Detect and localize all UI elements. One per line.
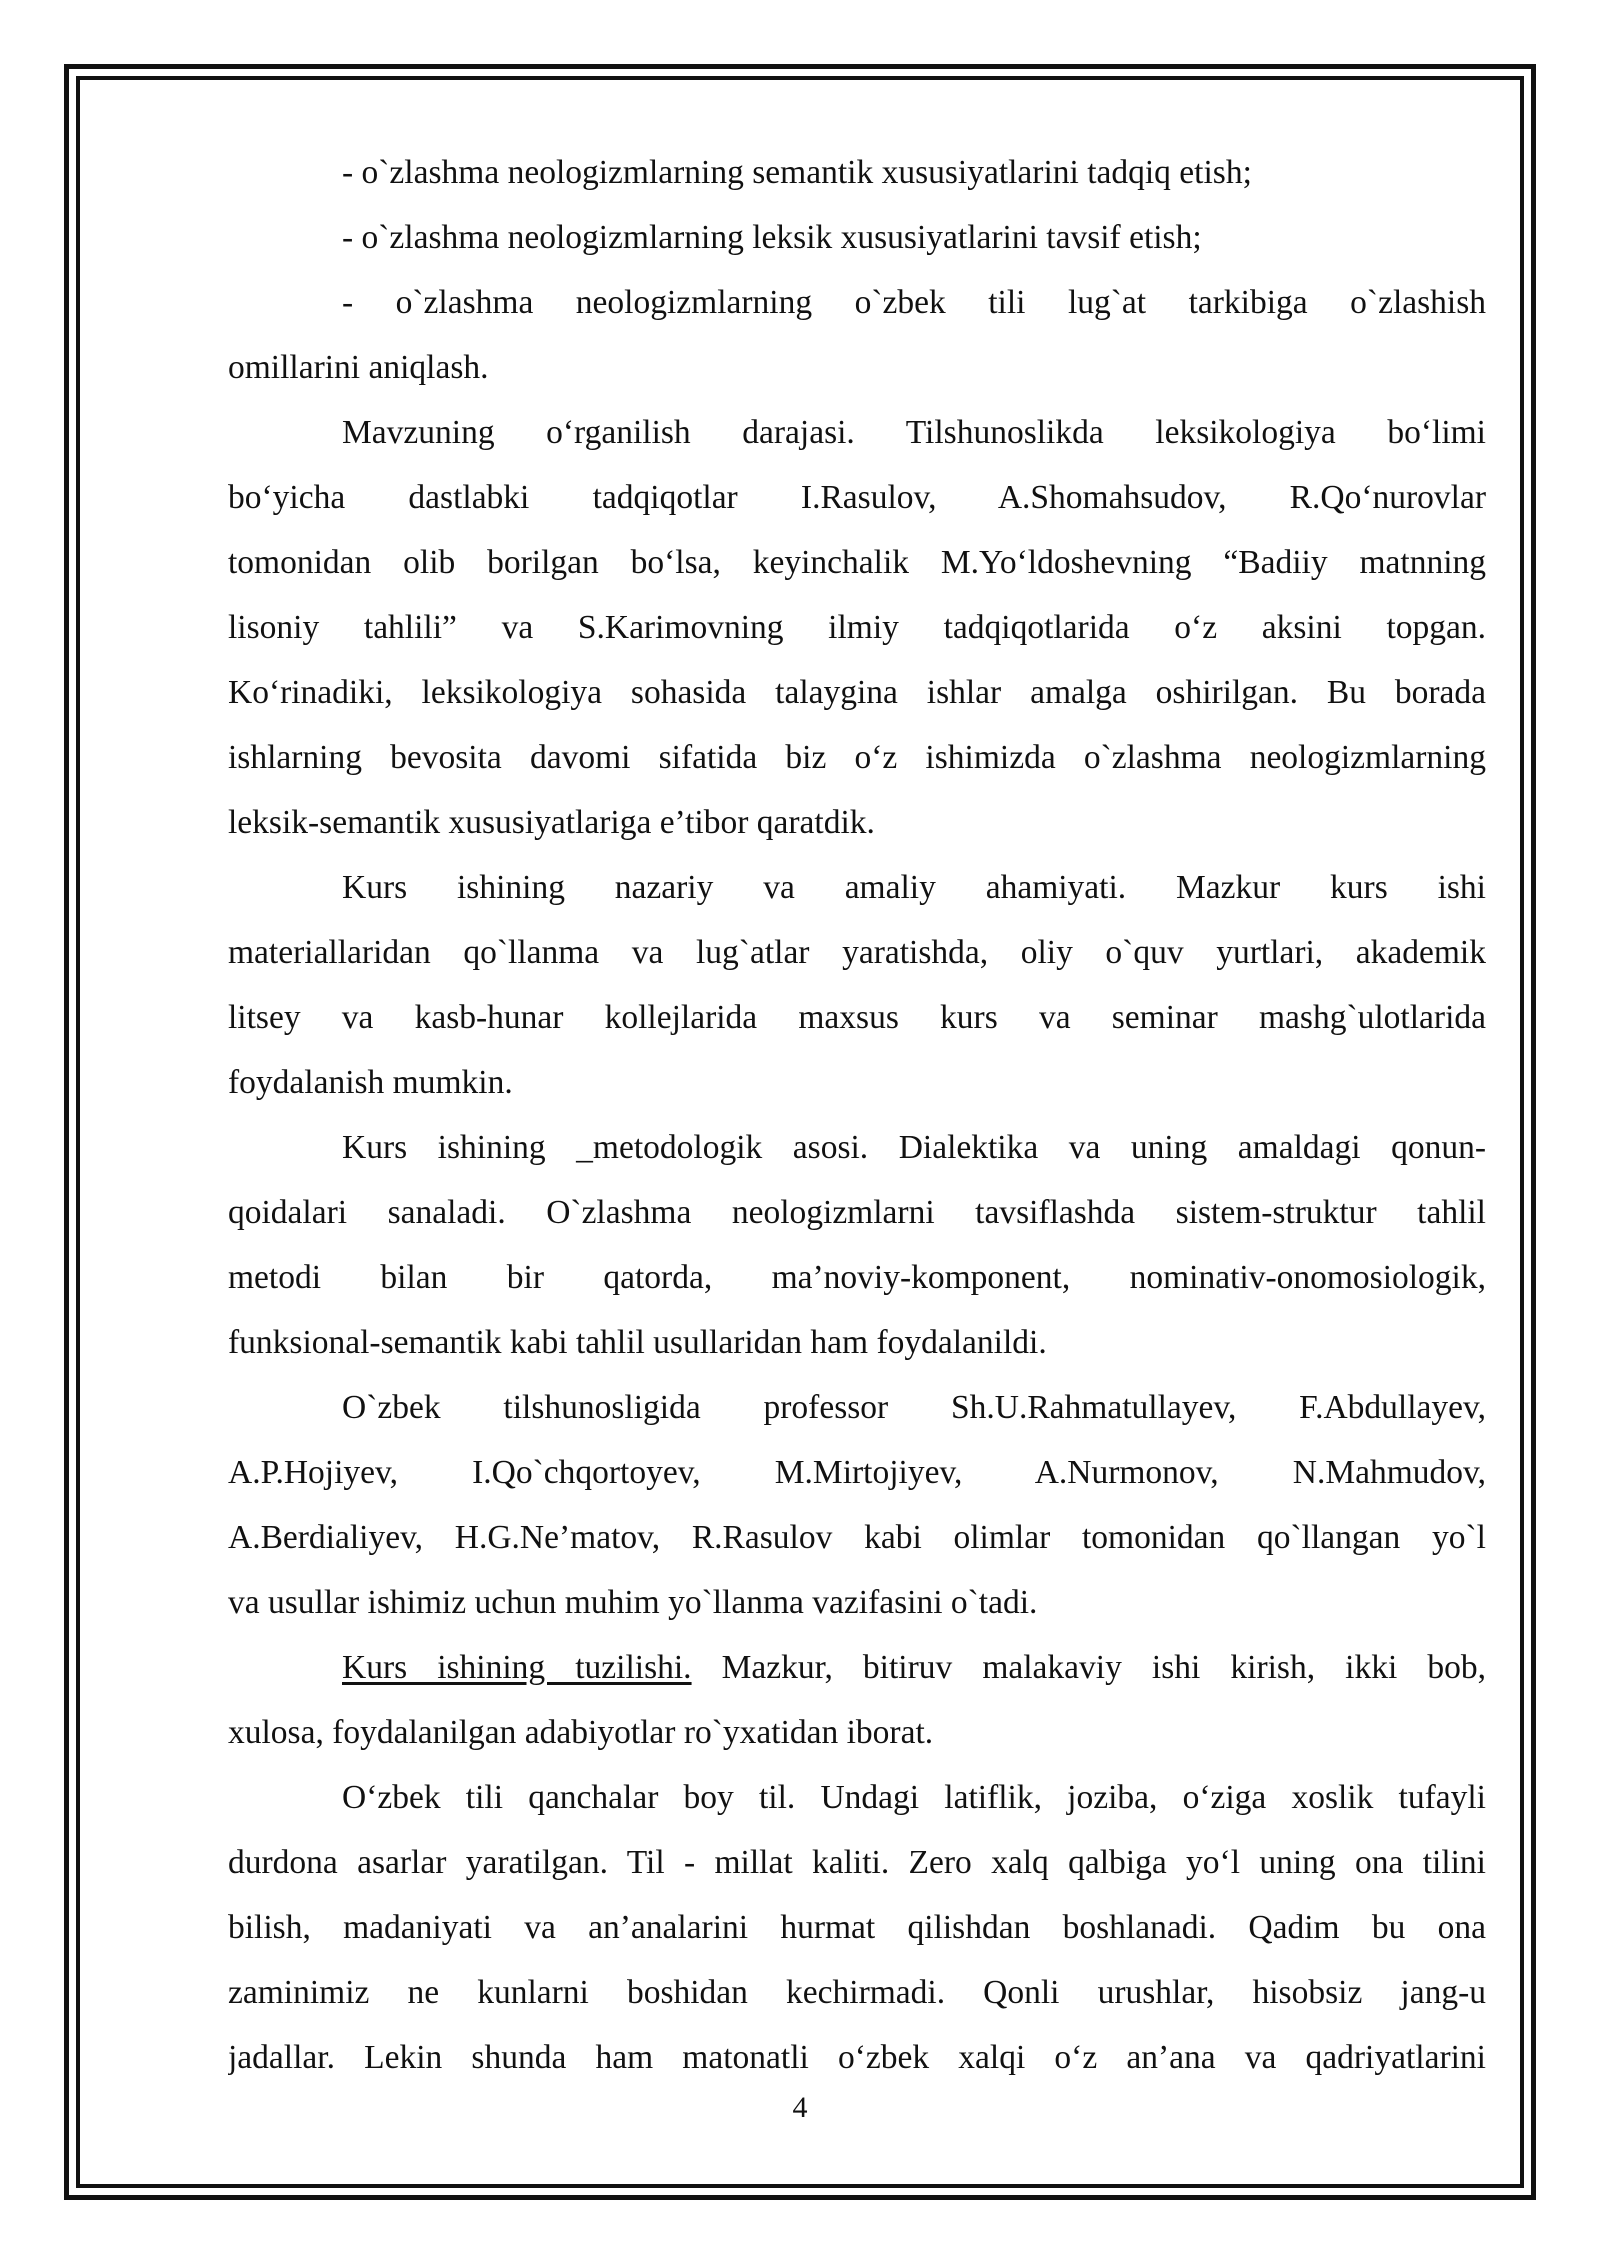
paragraph-line: metodi bilan bir qatorda, ma’noviy-komponent, nominativ-onomosiologik, [228, 1259, 1486, 1296]
structure-line [228, 1635, 1486, 1700]
list-item-lexical: - o`zlashma neologizmlarning leksik xususiyatlarini tavsif etish; [342, 219, 1202, 256]
paragraph-line: materiallaridan qo`llanma va lug`atlar yaratishda, oliy o`quv yurtlari, akademik [228, 934, 1486, 971]
structure-heading: Kurs ishining tuzilishi. [342, 1649, 692, 1686]
paragraph-line: jadallar. Lekin shunda ham matonatli o‘zbek xalqi o‘z an’ana va qadriyatlarini [228, 2039, 1486, 2076]
paragraph-line: Mavzuning o‘rganilish darajasi. Tilshunoslikda leksikologiya bo‘limi [342, 414, 1486, 451]
paragraph-line: Ko‘rinadiki, leksikologiya sohasida talaygina ishlar amalga oshirilgan. Bu borada [228, 674, 1486, 711]
paragraph-line: durdona asarlar yaratilgan. Til - millat kaliti. Zero xalq qalbiga yo‘l uning ona tilini [228, 1844, 1486, 1881]
page-number: 4 [792, 2091, 808, 2124]
list-item-factors-end: omillarini aniqlash. [228, 349, 489, 386]
paragraph-line: Kurs ishining _metodologik asosi. Dialektika va uning amaldagi qonun- [342, 1129, 1486, 1166]
document-body [228, 140, 1486, 2090]
paragraph-line: A.P.Hojiyev, I.Qo`chqortoyev, M.Mirtojiyev, A.Nurmonov, N.Mahmudov, [228, 1454, 1486, 1491]
paragraph-line: tomonidan olib borilgan bo‘lsa, keyinchalik M.Yo‘ldoshevning “Badiiy matnning [228, 544, 1486, 581]
paragraph-line: litsey va kasb-hunar kollejlarida maxsus kurs va seminar mashg`ulotlarida [228, 999, 1486, 1036]
paragraph-line: qoidalari sanaladi. O`zlashma neologizmlarni tavsiflashda sistem-struktur tahlil [228, 1194, 1486, 1231]
list-item-semantic: - o`zlashma neologizmlarning semantik xususiyatlarini tadqiq etish; [342, 154, 1252, 191]
paragraph-line: zaminimiz ne kunlarni boshidan kechirmadi. Qonli urushlar, hisobsiz jang-u [228, 1974, 1486, 2011]
paragraph-line: funksional-semantik kabi tahlil usullaridan ham foydalanildi. [228, 1324, 1047, 1361]
paragraph-line: leksik-semantik xususiyatlariga e’tibor qaratdik. [228, 804, 875, 841]
list-item-factors: - o`zlashma neologizmlarning o`zbek tili lug`at tarkibiga o`zlashish [342, 284, 1486, 321]
paragraph-line: bilish, madaniyati va an’analarini hurmat qilishdan boshlanadi. Qadim bu ona [228, 1909, 1486, 1946]
paragraph-line: foydalanish mumkin. [228, 1064, 513, 1101]
paragraph-line: Kurs ishining nazariy va amaliy ahamiyati. Mazkur kurs ishi [342, 869, 1486, 906]
paragraph-line: O‘zbek tili qanchalar boy til. Undagi latiflik, joziba, o‘ziga xoslik tufayli [342, 1779, 1486, 1816]
structure-text: Mazkur, bitiruv malakaviy ishi kirish, ikki bob, [691, 1649, 1486, 1686]
paragraph-line: xulosa, foydalanilgan adabiyotlar ro`yxatidan iborat. [228, 1714, 934, 1751]
paragraph-line: O`zbek tilshunosligida professor Sh.U.Rahmatullayev, F.Abdullayev, [342, 1389, 1486, 1426]
paragraph-line: bo‘yicha dastlabki tadqiqotlar I.Rasulov, A.Shomahsudov, R.Qo‘nurovlar [228, 479, 1486, 516]
paragraph-line: va usullar ishimiz uchun muhim yo`llanma vazifasini o`tadi. [228, 1584, 1038, 1621]
paragraph-line: ishlarning bevosita davomi sifatida biz o‘z ishimizda o`zlashma neologizmlarning [228, 739, 1486, 776]
paragraph-line: A.Berdialiyev, H.G.Ne’matov, R.Rasulov kabi olimlar tomonidan qo`llangan yo`l [228, 1519, 1486, 1556]
paragraph-line: lisoniy tahlili” va S.Karimovning ilmiy tadqiqotlarida o‘z aksini topgan. [228, 609, 1486, 646]
